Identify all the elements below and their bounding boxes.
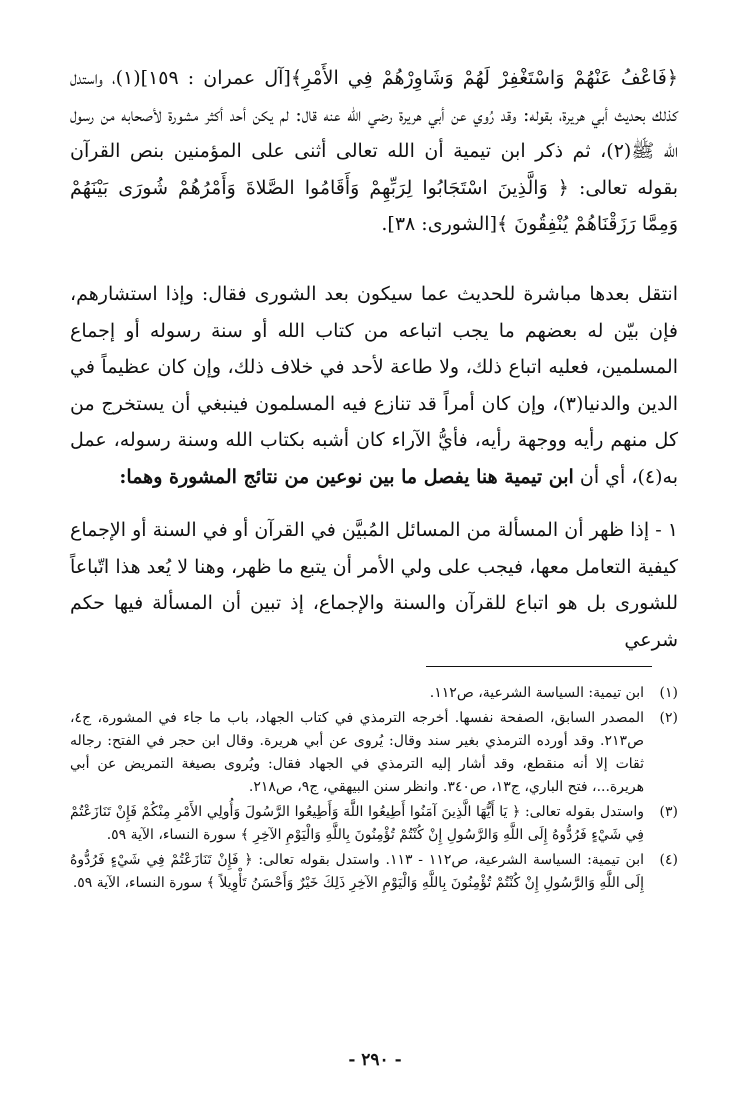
footnote-number: (٤) (659, 852, 678, 868)
body-paragraph-2-text: انتقل بعدها مباشرة للحديث عما سيكون بعد الشورى فقال: وإذا استشارهم، فإن بيّن له بعضهم ما يجب اتباعه من كتاب الله أو سنة رسوله أو إجماع المسلمين، فعليه اتباع ذلك، ولا طاعة لأحد في خلاف ذلك، وإن كان عظيماً في الدين والدنيا(٣)، وإن كان أمراً قد تنازع فيه المسلمون فينبغي أن يستخرج من كل منهم رأيه ووجهة رأيه، فأيُّ الآراء كان أشبه بكتاب الله وسنة رسوله، عمل به(٤)، أي أن (70, 283, 679, 488)
footnote-3 (70, 801, 678, 847)
footnotes-list (70, 682, 678, 897)
footnote-number: (٢) (659, 710, 678, 726)
footnote-4 (70, 849, 678, 895)
footnote-separator (426, 666, 652, 667)
footnote-text: واستدل بقوله تعالى: ﴿ يَا أَيُّهَا الَّذِينَ آمَنُوا أَطِيعُوا اللَّهَ وَأَطِيعُوا الرَّسُولَ وَأُولِي الأَمْرِ مِنْكُمْ فَإِنْ تَنَازَعْتُمْ فِي شَيْءٍ فَرُدُّوهُ إِلَى اللَّهِ وَالرَّسُولِ إِنْ كُنْتُمْ تُؤْمِنُونَ بِاللَّهِ وَالْيَوْمِ الآخِرِ ﴾ سورة النساء، الآية ٥٩. (70, 804, 644, 843)
footnote-number: (٣) (659, 804, 678, 820)
footnote-text: المصدر السابق، الصفحة نفسها. أخرجه الترمذي في كتاب الجهاد، باب ما جاء في المشورة، ج٤، ص٢١٣. وقد أورده الترمذي بغير سند وقال: يُروى عن أبي هريرة. وقال ابن حجر في الفتح: رجاله ثقات إلا أنه منقطع، وقد أشار إليه الترمذي في الجهاد فقال: ويُروى بصيغة التمريض عن أبي هريرة...، فتح الباري، ج١٣، ص٣٤٠. وانظر سنن البيهقي، ج٩، ص٢١٨. (70, 710, 644, 795)
footnote-text: ابن تيمية: السياسة الشرعية، ص١١٢ - ١١٣. واستدل بقوله تعالى: ﴿ فَإِنْ تَنَازَعْتُمْ فِي شَيْءٍ فَرُدُّوهُ إِلَى اللَّهِ وَالرَّسُولِ إِنْ كُنْتُمْ تُؤْمِنُونَ بِاللَّهِ وَالْيَوْمِ الآخِرِ ذَلِكَ خَيْرٌ وَأَحْسَنُ تَأْوِيلاً ﴾ سورة النساء، الآية ٥٩. (70, 852, 644, 891)
page-number: - ٢٩٠ - (348, 1050, 402, 1070)
footnote-number: (١) (659, 685, 678, 701)
footnote-text: ابن تيمية: السياسة الشرعية، ص١١٢. (429, 685, 644, 701)
footnote-1 (70, 682, 678, 705)
footnote-2 (70, 707, 678, 799)
body-paragraph-2 (70, 276, 678, 495)
body-paragraph-3: ١ - إذا ظهر أن المسألة من المسائل المُبيَّن في القرآن أو في السنة أو الإجماع كيفية التعامل معها، فيجب على ولي الأمر أن يتبع ما ظهر، وهنا لا يُعد هذا اتّباعاً للشورى بل هو اتباع للقرآن والسنة والإجماع، إذ تبين أن المسألة فيها حكم شرعي (70, 519, 678, 651)
body-paragraph-1: ﴿فَاعْفُ عَنْهُمْ وَاسْتَغْفِرْ لَهُمْ وَشَاوِرْهُمْ فِي الأَمْرِ﴾[آل عمران : ١٥٩](١)، واستدل كذلك بحديث أبي هريرة، بقوله: وقد رُوي عن أبي هريرة رضي الله عنه قال: لم يكن أحد أكثر مشورة لأصحابه من رسول الله ﷺ(٢)، ثم ذكر ابن تيمية أن الله تعالى أثنى على المؤمنين بنص القرآن بقوله تعالى: ﴿ وَالَّذِينَ اسْتَجَابُوا لِرَبِّهِمْ وَأَقَامُوا الصَّلاةَ وَأَمْرُهُمْ شُورَى بَيْنَهُمْ وَمِمَّا رَزَقْنَاهُمْ يُنْفِقُونَ ﴾[الشورى: ٣٨]. (70, 67, 679, 235)
body-paragraph-2-bold-tail: ابن تيمية هنا يفصل ما بين نوعين من نتائج المشورة وهما: (119, 465, 574, 488)
